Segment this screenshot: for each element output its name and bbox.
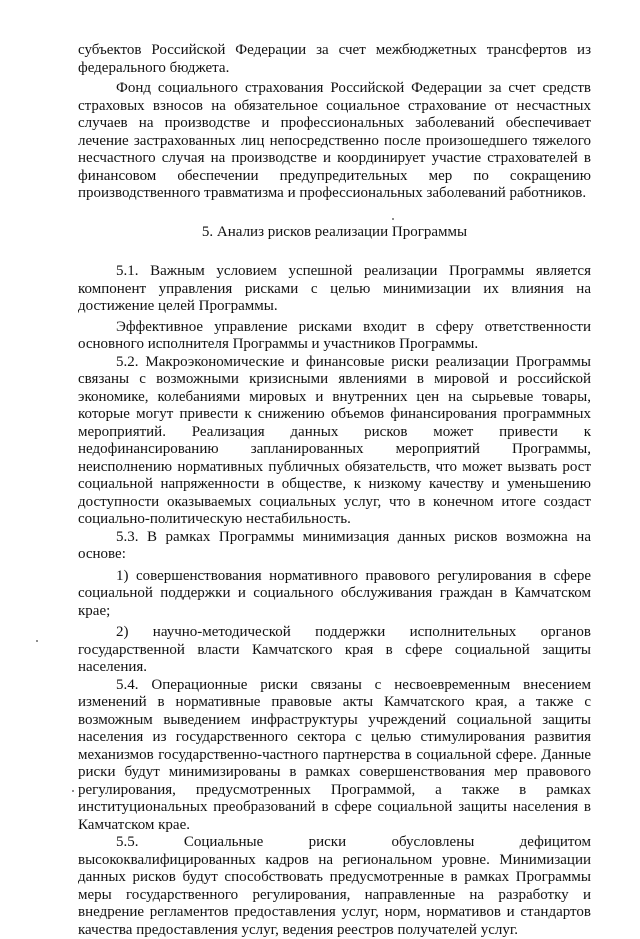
paragraph-5-5: 5.5. Социальные риски обусловлены дефицитом высококвалифицированных кадров на региональном уровне. Минимизации данных рисков будут способствовать предусмотренные в рамках Программы меры государственного регулирования, направленные на разработку и внедрение регламентов предоставления услуг, норм, нормативов и стандартов качества предоставления услуг, ведения реестров получателей услуг. <box>78 834 591 938</box>
document-body <box>78 42 591 939</box>
scan-speck <box>36 640 38 642</box>
paragraph-5-4: 5.4. Операционные риски связаны с несвоевременным внесением изменений в нормативные правовые акты Камчатского края, а также с возможным выведением инфраструктуры учреждений социальной защиты населения из государственного сектора с целью стимулирования развития механизмов государственно-частного партнерства в социальной сфере. Данные риски будут минимизированы в рамках совершенствования мер правового регулирования, предусмотренных Программой, а также в рамках институциональных преобразований в сфере социальной защиты населения в Камчатском крае. <box>78 676 591 833</box>
paragraph-intro: субъектов Российской Федерации за счет межбюджетных трансфертов из федерального бюджета. <box>78 42 591 76</box>
scan-speck <box>72 790 74 792</box>
section-heading: 5. Анализ рисков реализации Программы <box>201 223 468 240</box>
paragraph-effective-management: Эффективное управление рисками входит в сферу ответственности основного исполнителя Программы и участников Программы. <box>78 318 591 352</box>
paragraph-fond: Фонд социального страхования Российской Федерации за счет средств страховых взносов на обязательное социальное страхование от несчастных случаев на производстве и профессиональных заболеваний обеспечивает лечение застрахованных лиц непосредственно после произошедшего тяжелого несчастного случая на производстве и координирует участие страхователей в финансовом обеспечении предупредительных мер по сокращению производственного травматизма и профессиональных заболеваний работников. <box>78 80 591 201</box>
paragraph-5-2: 5.2. Макроэкономические и финансовые риски реализации Программы связаны с возможными кризисными явлениями в мировой и российской экономике, колебаниями мировых и внутренних цен на сырьевые товары, которые могут привести к снижению объемов финансирования программных мероприятий. Реализация данных рисков может привести к недофинансированию запланированных мероприятий Программы, неисполнению нормативных публичных обязательств, что может вызвать рост социальной напряженности в обществе, к низкому качеству и уменьшению доступности оказываемых социальных услуг, что в конечном итоге создаст социально-политическую нестабильность. <box>78 353 591 527</box>
list-item-1: 1) совершенствования нормативного правового регулирования в сфере социальной поддержки и социального обслуживания граждан в Камчатском крае; <box>78 567 591 619</box>
paragraph-5-3: 5.3. В рамках Программы минимизация данных рисков возможна на основе: <box>78 528 591 562</box>
paragraph-5-1: 5.1. Важным условием успешной реализации Программы является компонент управления рисками с целью минимизации их влияния на достижение целей Программы. <box>78 263 591 314</box>
list-item-2: 2) научно-методической поддержки исполнительных органов государственной власти Камчатского края в сфере социальной защиты населения. <box>78 624 591 675</box>
scan-speck <box>392 218 394 220</box>
